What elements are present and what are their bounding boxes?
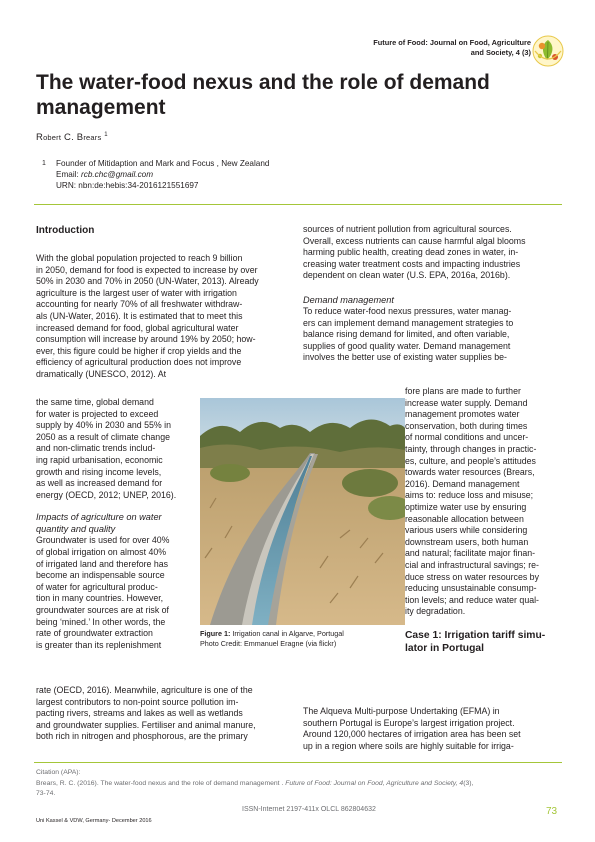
subheading-impacts: [36, 511, 196, 535]
text-line: 2016). Demand management: [405, 478, 520, 489]
text-line: Overall, excess nutrients can cause harmful algal blooms: [303, 235, 526, 246]
text-line: increased demand for food, global agricultural water: [36, 322, 239, 333]
affiliation-line: Founder of Mitidaption and Mark and Focus , New Zealand: [56, 159, 270, 168]
text-line: both rich in nitrogen and phosphorous, are the primary: [36, 731, 248, 742]
text-line: The Alqueva Multi-purpose Undertaking (EFMA) in: [303, 706, 500, 716]
journal-header: [291, 38, 531, 58]
journal-line-2: and Society, 4 (3): [470, 48, 531, 57]
right-column-top: [303, 224, 560, 364]
citation-pages: 73-74.: [36, 790, 56, 797]
groundwater-paragraph: [36, 535, 196, 651]
citation-journal: Future of Food: Journal on Food, Agriculture and Society, 4: [283, 779, 464, 787]
text-line: ever, this figure could be higher if crop yields and the: [36, 345, 242, 356]
left-column-wrap: [36, 397, 196, 651]
text-line: of global irrigation on almost 40%: [36, 546, 167, 557]
text-line: dramatically (UNESCO, 2012). At: [36, 368, 167, 379]
text-line: cial and infrastructural savings; re-: [405, 559, 539, 570]
author-initial-first: R: [36, 132, 44, 144]
journal-logo-icon: [531, 34, 565, 68]
text-line: als (UN-Water, 2016). It is estimated that to meet this: [36, 310, 243, 321]
case-heading-line: lator in Portugal: [405, 643, 484, 655]
text-line: become an indispensable source: [36, 570, 165, 581]
text-line: as well as increased demand for: [36, 478, 163, 489]
figure-caption-text: Irrigation canal in Algarve, Portugal: [230, 629, 344, 638]
affiliation: [56, 158, 456, 191]
author: [36, 132, 108, 143]
left-column-top: [36, 224, 291, 381]
subheading-demand-management: Demand management: [303, 294, 394, 305]
text-line: of water for agricultural produc-: [36, 581, 158, 592]
affiliation-number: 1: [42, 160, 46, 167]
text-line: growth and rising income levels,: [36, 466, 162, 477]
text-line: downstream users, both human: [405, 536, 529, 547]
section-heading-introduction: Introduction: [36, 225, 95, 236]
article-title: The water-food nexus and the role of demand management: [36, 71, 490, 119]
case-heading-line: Case 1: Irrigation tariff simu-: [405, 629, 546, 641]
header-divider: [34, 204, 562, 205]
figure-label: Figure 1:: [200, 629, 231, 638]
text-line: tainty, through changes in practic-: [405, 443, 537, 454]
text-line: involves the better use of existing water supplies be-: [303, 352, 507, 363]
text-line: for water is projected to exceed: [36, 408, 159, 419]
text-line: tion levels; and reduce water qual-: [405, 594, 539, 605]
citation-block: [36, 768, 562, 800]
text-line: energy (OECD, 2012; UNEP, 2016).: [36, 489, 177, 500]
text-line: of irrigated land and therefore has: [36, 558, 169, 569]
text-line: With the global population projected to reach 9 billion: [36, 253, 243, 263]
author-initial-last: B: [76, 132, 84, 144]
text-line: largest contributors to non-point source pollution im-: [36, 696, 239, 707]
text-line: Around 120,000 hectares of irrigation area has been set: [303, 729, 521, 740]
figure-credit: Photo Credit: Emmanuel Eragne (via flickr): [200, 639, 337, 648]
citation-main: Brears, R. C. (2016). The water-food nexus and the role of demand management .: [36, 779, 284, 787]
demand-paragraph: [303, 306, 560, 364]
text-line: up in a region where soils are highly suitable for irriga-: [303, 740, 514, 751]
text-line: aims to: reduce loss and misuse;: [405, 490, 534, 501]
text-line: of normal conditions and uncer-: [405, 432, 529, 443]
text-line: optimize water use by ensuring: [405, 501, 527, 512]
text-line: es, culture, and people’s attitudes: [405, 455, 536, 466]
author-first-rest: obert: [43, 133, 62, 143]
page-number: 73: [546, 806, 558, 817]
text-line: ing rapid urbanisation, economic: [36, 454, 163, 465]
author-middle: C.: [64, 132, 74, 144]
text-line: southern Portugal is Europe’s largest irrigation project.: [303, 717, 515, 728]
text-line: duce stress on water resources by: [405, 571, 539, 582]
text-line: tion in many countries. However,: [36, 593, 164, 604]
nutrient-paragraph: [303, 224, 560, 282]
left-column-bottom: [36, 685, 291, 743]
text-line: rate of groundwater extraction: [36, 628, 153, 639]
text-line: groundwater sources are at risk of: [36, 604, 169, 615]
text-line: towards water resources (Brears,: [405, 467, 535, 478]
text-line: conservation, both during times: [405, 420, 528, 431]
email-link[interactable]: rcb.chc@gmail.com: [81, 170, 154, 179]
author-last-rest: rears: [83, 133, 102, 143]
irrigation-canal-photo: [200, 398, 405, 625]
text-line: sources of nutrient pollution from agricultural sources.: [303, 224, 512, 234]
text-line: and natural; facilitate major finan-: [405, 548, 536, 559]
text-line: in 2050, demand for food is expected to increase by over: [36, 264, 258, 275]
subheading-line: Impacts of agriculture on water: [36, 512, 162, 523]
text-line: 2050 as a result of climate change: [36, 431, 170, 442]
alqueva-paragraph: [303, 706, 560, 752]
text-line: and non-climatic trends includ-: [36, 443, 156, 454]
citation-label: Citation (APA):: [36, 769, 81, 776]
citation-text: [36, 779, 562, 790]
subheading-line: quantity and quality: [36, 524, 116, 535]
text-line: various users while considering: [405, 525, 528, 536]
text-line: consumption will increase by around 19% by 2050; how-: [36, 334, 256, 345]
text-line: dependent on clean water (U.S. EPA, 2016a, 2016b).: [303, 270, 511, 281]
text-line: fore plans are made to further: [405, 386, 521, 396]
text-line: 50% in 2030 and 70% in 2050 (UN-Water, 2013). Already: [36, 276, 259, 287]
demand-paragraph-continued: [405, 386, 560, 618]
intro-paragraph: [36, 253, 291, 381]
text-line: agriculture is the largest user of water with irrigation: [36, 287, 237, 298]
text-line: increase water supply. Demand: [405, 397, 528, 408]
text-line: supplies of good quality water. Demand management: [303, 340, 511, 351]
text-line: rate (OECD, 2016). Meanwhile, agriculture is one of the: [36, 685, 253, 695]
text-line: the same time, global demand: [36, 397, 154, 407]
right-column-wrap: [405, 386, 560, 656]
text-line: creasing water treatment costs and impacting industries: [303, 258, 521, 269]
pollution-paragraph: [36, 685, 291, 743]
right-column-bottom: [303, 706, 560, 752]
email-label: Email:: [56, 170, 82, 179]
text-line: balance rising demand for limited, and often variable,: [303, 329, 510, 340]
footer-divider: [34, 762, 562, 763]
affiliation-urn: URN: nbn:de:hebis:34-2016121551697: [56, 181, 199, 190]
text-line: reducing unsustainable consump-: [405, 583, 537, 594]
intro-paragraph-continued: [36, 397, 196, 501]
text-line: pacting rivers, streams and lakes as well as wetlands: [36, 708, 243, 719]
case-heading: [405, 629, 560, 656]
text-line: Groundwater is used for over 40%: [36, 535, 170, 546]
author-affiliation-mark: 1: [104, 132, 108, 138]
issn-line: ISSN-Internet 2197-411x OLCL 862804632: [242, 806, 376, 813]
text-line: accounting for nearly 70% of all freshwater withdraw-: [36, 299, 243, 310]
text-line: ers can implement demand management strategies to: [303, 317, 514, 328]
text-line: harming public health, creating dead zones in water, in-: [303, 247, 519, 258]
figure-caption: [200, 629, 410, 649]
citation-issue: (3),: [463, 779, 474, 787]
text-line: supply by 40% in 2030 and 55% in: [36, 420, 171, 431]
journal-line-1: Future of Food: Journal on Food, Agriculture: [373, 38, 531, 47]
text-line: ity degradation.: [405, 606, 466, 617]
text-line: To reduce water-food nexus pressures, water manag-: [303, 305, 512, 316]
affiliation-email: [56, 169, 456, 180]
publisher-line: Uni Kassel & VDW, Germany- December 2016: [36, 818, 152, 824]
text-line: efficiency of agricultural production does not improve: [36, 357, 242, 368]
text-line: management promotes water: [405, 409, 520, 420]
text-line: being ‘mined.’ In other words, the: [36, 616, 166, 627]
text-line: and groundwater supplies. Fertiliser and animal manure,: [36, 719, 256, 730]
text-line: is greater than its replenishment: [36, 639, 162, 650]
text-line: reasonable allocation between: [405, 513, 524, 524]
